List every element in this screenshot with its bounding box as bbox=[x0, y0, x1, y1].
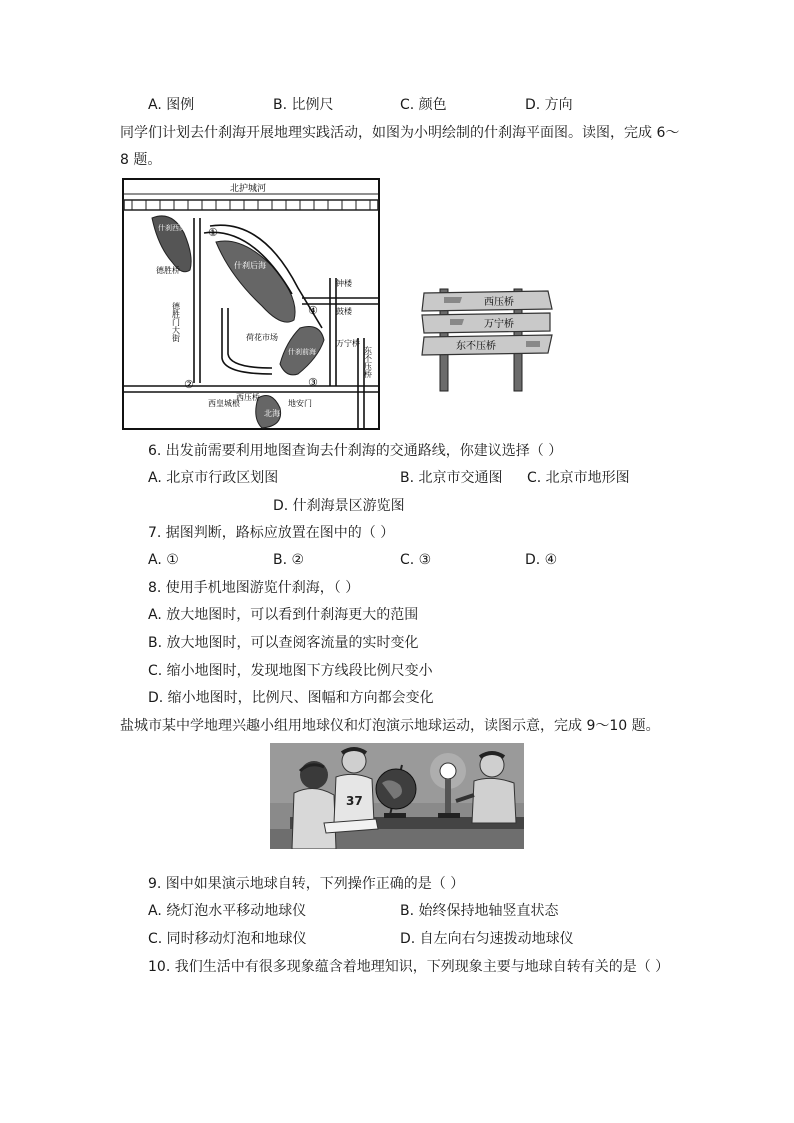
map-label-desheng-street: 德胜门大街 bbox=[171, 302, 181, 342]
map-label-xihuang-road: 西皇城根 bbox=[208, 399, 240, 408]
map-label-dianmen: 地安门 bbox=[288, 399, 312, 408]
q8-stem: 8. 使用手机地图游览什刹海，（ ） bbox=[148, 580, 360, 596]
map-label-river: 北护城河 bbox=[230, 184, 267, 194]
q8-option-d: D. 缩小地图时，比例尺、图幅和方向都会变化 bbox=[148, 690, 434, 706]
q7-stem: 7. 据图判断，路标应放置在图中的（ ） bbox=[148, 525, 395, 541]
q6-option-c: C. 北京市地形图 bbox=[527, 470, 630, 486]
q5-option-a: A. 图例 bbox=[148, 97, 195, 113]
map-label-wanning-bridge: 万宁桥 bbox=[336, 339, 360, 348]
q8-option-b: B. 放大地图时，可以查阅客流量的实时变化 bbox=[148, 635, 419, 651]
map-marker-4: ④ bbox=[308, 304, 318, 317]
q9-option-a: A. 绕灯泡水平移动地球仪 bbox=[148, 903, 307, 919]
signpost-illustration bbox=[416, 285, 556, 393]
signpost-board-3 bbox=[422, 335, 552, 355]
intro-9-10: 盐城市某中学地理兴趣小组用地球仪和灯泡演示地球运动，读图示意，完成 9～10 题。 bbox=[120, 718, 660, 734]
map-label-xihai: 什刹西海 bbox=[158, 224, 186, 232]
map-label-beihai: 北海 bbox=[264, 409, 280, 418]
globe-demo-photo bbox=[270, 743, 524, 849]
signpost-board-1 bbox=[422, 291, 552, 311]
signpost-text-1: 西压桥 bbox=[484, 297, 514, 308]
q5-option-b: B. 比例尺 bbox=[273, 97, 334, 113]
map-label-qianhai: 什刹前海 bbox=[288, 348, 316, 356]
map-label-bell-tower: 鼓楼 bbox=[336, 307, 352, 316]
map-label-desheng-bridge: 德胜桥 bbox=[156, 266, 180, 275]
map-label-lotus-market: 荷花市场 bbox=[246, 333, 278, 342]
q9-option-b: B. 始终保持地轴竖直状态 bbox=[400, 903, 559, 919]
signpost-text-3: 东不压桥 bbox=[456, 341, 496, 352]
q5-option-c: C. 颜色 bbox=[400, 97, 447, 113]
q6-stem: 6. 出发前需要利用地图查询去什刹海的交通路线，你建议选择（ ） bbox=[148, 443, 563, 459]
q7-option-b: B. ② bbox=[273, 552, 305, 568]
jersey-number: 37 bbox=[346, 794, 363, 808]
q9-option-c: C. 同时移动灯泡和地球仪 bbox=[148, 931, 307, 947]
q5-option-d: D. 方向 bbox=[525, 97, 573, 113]
map-marker-3: ③ bbox=[308, 376, 318, 389]
map-marker-1: ① bbox=[208, 226, 218, 239]
q9-stem: 9. 图中如果演示地球自转，下列操作正确的是（ ） bbox=[148, 876, 465, 892]
q7-option-a: A. ① bbox=[148, 552, 179, 568]
map-marker-2: ② bbox=[184, 378, 194, 391]
map-label-houhai: 什刹后海 bbox=[234, 261, 266, 270]
q8-option-c: C. 缩小地图时，发现地图下方线段比例尺变小 bbox=[148, 663, 433, 679]
signpost-board-2 bbox=[422, 313, 550, 333]
q7-option-c: C. ③ bbox=[400, 552, 432, 568]
shichahai-map bbox=[122, 178, 380, 430]
q6-option-d: D. 什刹海景区游览图 bbox=[273, 498, 405, 514]
q6-option-a: A. 北京市行政区划图 bbox=[148, 470, 279, 486]
signpost-text-2: 万宁桥 bbox=[484, 319, 514, 330]
q9-option-d: D. 自左向右匀速拨动地球仪 bbox=[400, 931, 574, 947]
map-label-drum-tower: 钟楼 bbox=[336, 279, 352, 288]
q7-option-d: D. ④ bbox=[525, 552, 558, 568]
map-label-dongbuya-bridge: 东不压桥 bbox=[363, 346, 373, 378]
intro-6-8-line1: 同学们计划去什刹海开展地理实践活动，如图为小明绘制的什刹海平面图。读图，完成 6～ bbox=[120, 125, 680, 141]
q10-stem: 10. 我们生活中有很多现象蕴含着地理知识，下列现象主要与地球自转有关的是（ ） bbox=[148, 959, 670, 975]
q6-option-b: B. 北京市交通图 bbox=[400, 470, 503, 486]
map-label-xiya-bridge: 西压桥 bbox=[236, 393, 260, 402]
q8-option-a: A. 放大地图时，可以看到什刹海更大的范围 bbox=[148, 607, 419, 623]
intro-6-8-line2: 8 题。 bbox=[120, 152, 162, 168]
